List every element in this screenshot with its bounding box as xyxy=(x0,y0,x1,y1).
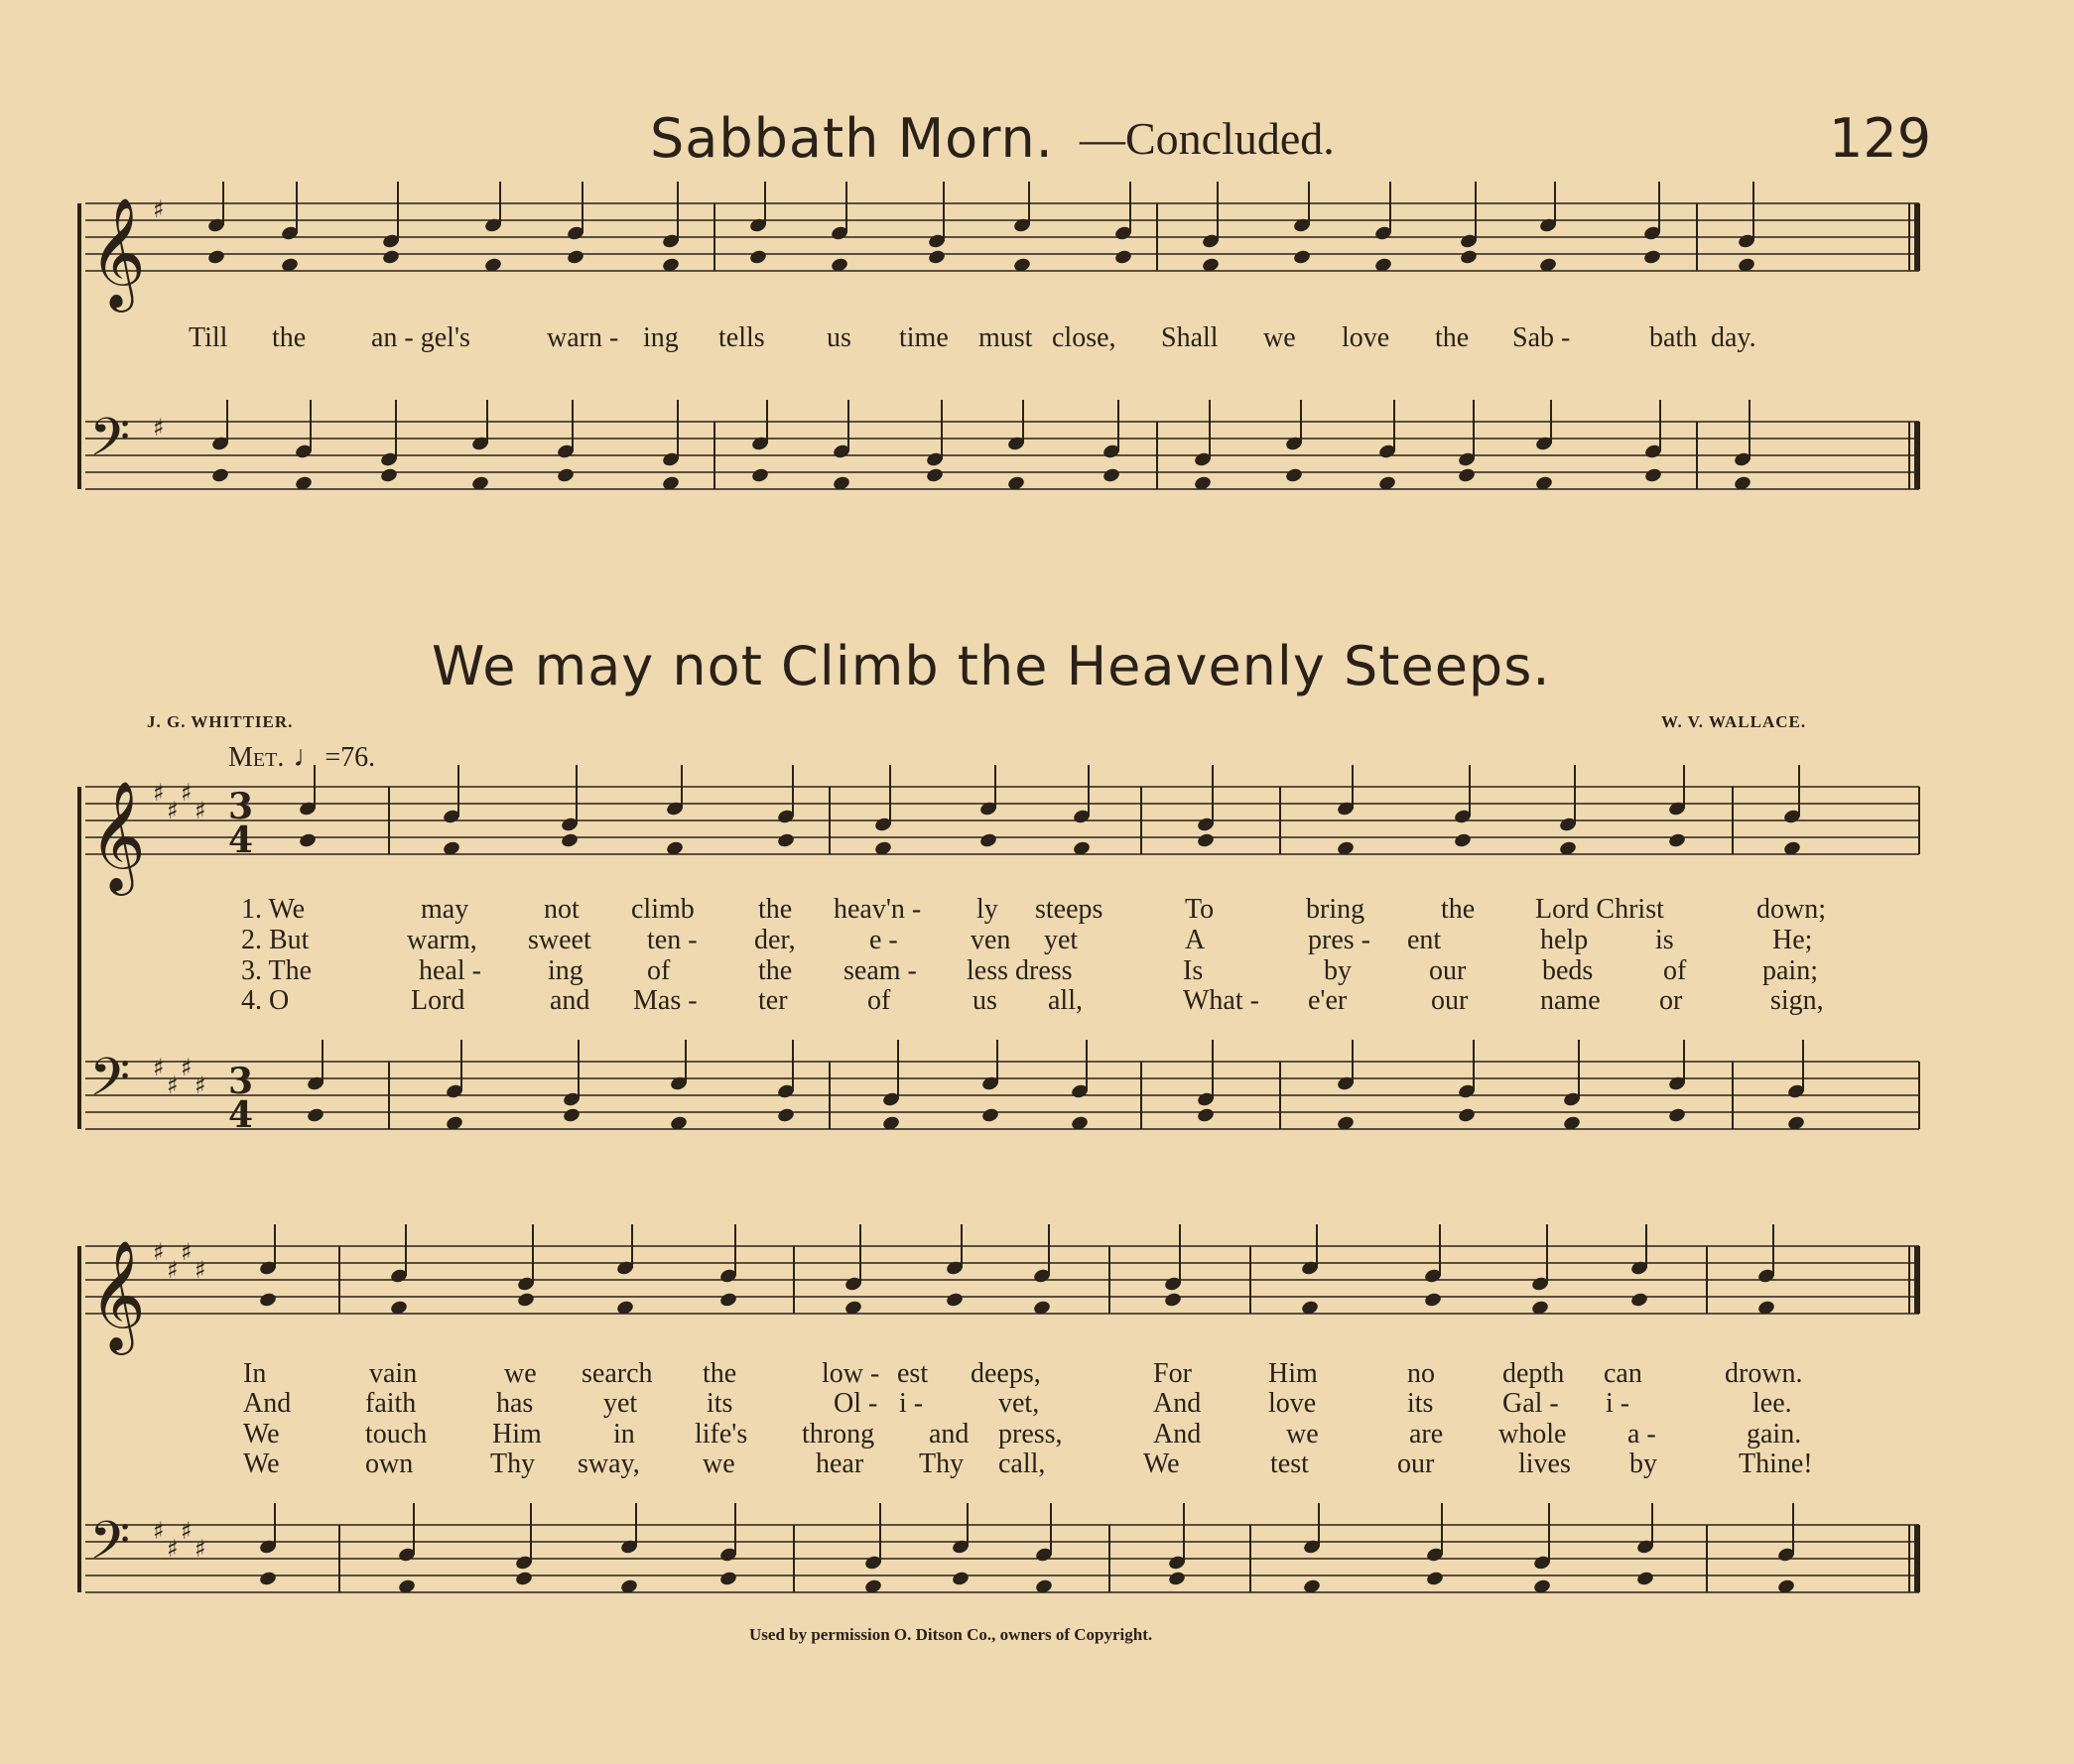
lyric-syllable: ven xyxy=(971,925,1011,955)
lyric-syllable: we xyxy=(504,1358,537,1389)
lyric-syllable: life's xyxy=(695,1419,748,1449)
author-credit: J. G. WHITTIER. xyxy=(147,712,294,731)
note-head xyxy=(1635,1571,1654,1587)
lyric-syllable: 4. O xyxy=(241,985,290,1016)
note-head xyxy=(1423,1292,1442,1309)
lyric-syllable: ent xyxy=(1407,925,1442,955)
note-head xyxy=(1459,249,1478,266)
lyric-syllable: We xyxy=(243,1449,280,1479)
note-head xyxy=(718,1571,737,1587)
lyric-syllable: i - xyxy=(1606,1388,1630,1419)
lyric-syllable: is xyxy=(1655,925,1674,955)
tempo-value: =76. xyxy=(324,742,376,773)
lyric-syllable: 1. We xyxy=(241,894,306,925)
lyric-syllable: not xyxy=(544,894,580,925)
lyric-syllable: we xyxy=(703,1449,735,1479)
time-signature-bottom: 4 xyxy=(228,1094,254,1136)
lyric-syllable: yet xyxy=(1044,925,1079,955)
lyric-syllable: climb xyxy=(631,894,695,925)
lyric-syllable: warm, xyxy=(407,925,477,955)
tempo-marking xyxy=(228,740,375,774)
note-head xyxy=(1113,249,1132,266)
lyric-syllable: Lord Christ xyxy=(1535,894,1664,925)
note-head xyxy=(748,249,767,266)
lyric-syllable: We xyxy=(243,1419,280,1449)
lyric-syllable: by xyxy=(1324,955,1352,986)
lyric-syllable: love xyxy=(1342,322,1390,353)
lyric-syllable: a - xyxy=(1627,1419,1656,1449)
lyric-syllable: 2. But xyxy=(241,925,310,955)
sharp-icon: ♯ xyxy=(153,1517,165,1545)
lyric-syllable: beds xyxy=(1542,955,1594,986)
lyric-syllable: lives xyxy=(1518,1449,1571,1479)
lyric-syllable: deeps, xyxy=(971,1358,1041,1389)
lyric-syllable: Mas - xyxy=(633,985,698,1016)
lyric-syllable: We xyxy=(1143,1449,1180,1479)
note-head xyxy=(381,249,400,266)
lyric-syllable: i - xyxy=(899,1388,924,1419)
lyric-syllable: est xyxy=(897,1358,929,1389)
lyric-syllable: pres - xyxy=(1308,925,1370,955)
lyric-syllable: the xyxy=(272,322,307,353)
lyric-syllable: call, xyxy=(998,1449,1046,1479)
note-head xyxy=(1167,1571,1186,1587)
lyric-syllable: the xyxy=(703,1358,737,1389)
lyric-syllable: 3. The xyxy=(241,955,313,986)
lyric-syllable: sweet xyxy=(528,925,591,955)
lyric-syllable: Thy xyxy=(490,1449,536,1479)
lyric-syllable: help xyxy=(1540,925,1589,955)
lyric-syllable: whole xyxy=(1498,1419,1567,1449)
lyric-syllable: lee. xyxy=(1752,1388,1792,1419)
note-head xyxy=(1284,467,1303,484)
sharp-icon: ♯ xyxy=(153,414,165,441)
note-head xyxy=(1457,1107,1476,1124)
lyric-syllable: search xyxy=(582,1358,653,1389)
sharp-icon: ♯ xyxy=(194,1535,206,1563)
sharp-icon: ♯ xyxy=(181,779,193,807)
lyric-syllable: close, xyxy=(1052,322,1116,353)
note-head xyxy=(206,249,225,266)
lyric-syllable: gain. xyxy=(1747,1419,1802,1449)
lyric-syllable: ing xyxy=(548,955,583,986)
lyric-syllable: test xyxy=(1270,1449,1309,1479)
lyric-syllable: no xyxy=(1407,1358,1435,1389)
lyric-syllable: us xyxy=(972,985,997,1016)
lyric-syllable: touch xyxy=(365,1419,428,1449)
lyric-syllable: And xyxy=(243,1388,292,1419)
lyric-syllable: ter xyxy=(758,985,788,1016)
lyric-syllable: He; xyxy=(1772,925,1813,955)
permission-note: Used by permission O. Ditson Co., owners of Copyright. xyxy=(749,1625,1153,1644)
lyric-syllable: in xyxy=(613,1419,635,1449)
lyric-syllable: or xyxy=(1659,985,1683,1016)
lyric-syllable: own xyxy=(365,1449,414,1479)
note-head xyxy=(562,1107,581,1124)
lyric-syllable: less dress xyxy=(967,955,1073,986)
note-head xyxy=(980,1107,999,1124)
note-head xyxy=(306,1107,324,1124)
lyric-syllable: its xyxy=(1407,1388,1434,1419)
note-head xyxy=(1453,832,1472,849)
page-number: 129 xyxy=(1829,107,1932,170)
lyric-syllable: yet xyxy=(603,1388,638,1419)
lyric-syllable: Ol - xyxy=(834,1388,878,1419)
lyric-syllable: can xyxy=(1604,1358,1642,1389)
lyric-syllable: Thy xyxy=(919,1449,965,1479)
lyric-syllable: are xyxy=(1409,1419,1444,1449)
sharp-icon: ♯ xyxy=(167,1535,179,1563)
lyric-syllable: our xyxy=(1397,1449,1435,1479)
sharp-icon: ♯ xyxy=(153,195,165,223)
lyric-syllable: we xyxy=(1286,1419,1319,1449)
lyric-syllable: the xyxy=(758,894,793,925)
sharp-icon: ♯ xyxy=(194,1256,206,1284)
lyric-syllable: And xyxy=(1153,1419,1202,1449)
composer-credit: W. V. WALLACE. xyxy=(1661,712,1807,731)
note-head xyxy=(750,467,769,484)
note-head xyxy=(718,1292,737,1309)
lyric-syllable: all, xyxy=(1048,985,1083,1016)
lyric-syllable: e'er xyxy=(1308,985,1348,1016)
note-head xyxy=(556,467,575,484)
lyric-syllable: of xyxy=(867,985,891,1016)
lyric-syllable: To xyxy=(1185,894,1215,925)
final-barline xyxy=(1914,422,1920,489)
note-head xyxy=(978,832,997,849)
lyric-syllable: tells xyxy=(718,322,765,353)
lyric-syllable: bring xyxy=(1306,894,1365,925)
lyric-syllable: drown. xyxy=(1725,1358,1803,1389)
lyric-syllable: an - gel's xyxy=(371,322,470,353)
lyric-syllable: its xyxy=(707,1388,733,1419)
lyric-syllable: e - xyxy=(869,925,898,955)
note-head xyxy=(776,832,795,849)
page-subtitle: —Concluded. xyxy=(1080,113,1335,164)
note-head xyxy=(927,249,946,266)
lyric-syllable: ly xyxy=(976,894,998,925)
sharp-icon: ♯ xyxy=(194,797,206,824)
note-head xyxy=(1457,467,1476,484)
lyric-syllable: Him xyxy=(1268,1358,1318,1389)
lyric-syllable: Lord xyxy=(411,985,465,1016)
lyric-syllable: warn - xyxy=(547,322,619,353)
lyric-syllable: by xyxy=(1629,1449,1657,1479)
lyric-syllable: the xyxy=(1435,322,1470,353)
lyric-syllable: Is xyxy=(1183,955,1204,986)
tempo-label: Met. xyxy=(228,742,285,773)
note-head xyxy=(1667,1107,1686,1124)
note-head xyxy=(379,467,398,484)
lyric-syllable: A xyxy=(1185,925,1206,955)
note-head xyxy=(566,249,584,266)
note-head xyxy=(560,832,579,849)
lyric-syllable: press, xyxy=(998,1419,1063,1449)
note-head xyxy=(951,1571,970,1587)
note-head xyxy=(945,1292,964,1309)
final-barline xyxy=(1914,1246,1920,1314)
lyric-syllable: name xyxy=(1540,985,1601,1016)
lyric-syllable: steeps xyxy=(1035,894,1103,925)
bass-clef-icon: 𝄢 xyxy=(89,1511,131,1584)
note-head xyxy=(516,1292,535,1309)
note-head xyxy=(1163,1292,1182,1309)
lyric-syllable: day. xyxy=(1711,322,1756,353)
sharp-icon: ♯ xyxy=(167,1256,179,1284)
lyric-syllable: Gal - xyxy=(1502,1388,1559,1419)
lyric-syllable: throng xyxy=(802,1419,875,1449)
bass-clef-icon: 𝄢 xyxy=(89,408,131,481)
lyric-syllable: we xyxy=(1263,322,1296,353)
lyric-syllable: love xyxy=(1268,1388,1317,1419)
lyric-syllable: the xyxy=(1441,894,1476,925)
lyric-syllable: the xyxy=(758,955,793,986)
lyric-syllable: and xyxy=(929,1419,970,1449)
lyric-syllable: hear xyxy=(816,1449,864,1479)
lyric-syllable: depth xyxy=(1502,1358,1565,1389)
sharp-icon: ♯ xyxy=(181,1238,193,1266)
note-head xyxy=(925,467,944,484)
lyric-syllable: ten - xyxy=(647,925,698,955)
lyric-syllable: and xyxy=(550,985,590,1016)
time-signature-top: 3 xyxy=(228,1061,254,1102)
lyric-syllable: What - xyxy=(1183,985,1259,1016)
sharp-icon: ♯ xyxy=(153,1238,165,1266)
song-title: We may not Climb the Heavenly Steeps. xyxy=(432,635,1551,697)
time-signature-bottom: 4 xyxy=(228,819,254,861)
lyric-syllable: may xyxy=(421,894,469,925)
note-head xyxy=(1642,249,1661,266)
lyric-syllable: Sab - xyxy=(1512,322,1571,353)
lyric-syllable: heal - xyxy=(419,955,481,986)
note-head xyxy=(776,1107,795,1124)
note-head xyxy=(298,832,317,849)
sharp-icon: ♯ xyxy=(194,1071,206,1099)
lyric-syllable: For xyxy=(1153,1358,1192,1389)
sharp-icon: ♯ xyxy=(181,1517,193,1545)
lyric-syllable: In xyxy=(243,1358,267,1389)
final-barline xyxy=(1914,203,1920,271)
note-head xyxy=(1102,467,1120,484)
note-head xyxy=(514,1571,533,1587)
sharp-icon: ♯ xyxy=(167,797,179,824)
note-head xyxy=(1667,832,1686,849)
lyric-syllable: sway, xyxy=(578,1449,640,1479)
lyric-syllable: And xyxy=(1153,1388,1202,1419)
note-head xyxy=(1425,1571,1444,1587)
lyric-syllable: Till xyxy=(189,322,228,353)
note-head xyxy=(258,1292,277,1309)
lyric-syllable: has xyxy=(496,1388,534,1419)
lyric-syllable: heav'n - xyxy=(834,894,922,925)
lyric-syllable: der, xyxy=(754,925,796,955)
note-head xyxy=(1196,832,1215,849)
final-barline xyxy=(1914,1525,1920,1592)
lyric-syllable: us xyxy=(827,322,851,353)
lyric-syllable: pain; xyxy=(1762,955,1818,986)
treble-clef-icon: 𝄞 xyxy=(89,1239,146,1350)
sharp-icon: ♯ xyxy=(167,1071,179,1099)
lyric-syllable: ing xyxy=(643,322,679,353)
lyric-syllable: low - xyxy=(822,1358,880,1389)
lyric-syllable: vain xyxy=(369,1358,418,1389)
lyric-syllable: of xyxy=(647,955,671,986)
treble-clef-icon: 𝄞 xyxy=(89,196,146,308)
lyric-syllable: vet, xyxy=(998,1388,1040,1419)
lyric-syllable: our xyxy=(1431,985,1469,1016)
note-head xyxy=(210,467,229,484)
note-head xyxy=(1292,249,1311,266)
sharp-icon: ♯ xyxy=(153,1054,165,1081)
note-head xyxy=(1629,1292,1648,1309)
lyric-syllable: of xyxy=(1663,955,1687,986)
lyric-syllable: seam - xyxy=(843,955,917,986)
lyric-syllable: bath xyxy=(1649,322,1698,353)
quarter-note-icon: ♩ xyxy=(293,740,324,773)
lyric-syllable: sign, xyxy=(1770,985,1824,1016)
lyric-syllable: faith xyxy=(365,1388,417,1419)
sharp-icon: ♯ xyxy=(181,1054,193,1081)
lyric-syllable: time xyxy=(899,322,949,353)
lyric-syllable: down; xyxy=(1756,894,1826,925)
lyric-syllable: must xyxy=(978,322,1033,353)
lyric-syllable: Him xyxy=(492,1419,542,1449)
page-title: Sabbath Morn. xyxy=(650,107,1054,170)
treble-clef-icon: 𝄞 xyxy=(89,780,146,891)
note-head xyxy=(258,1571,277,1587)
bass-clef-icon: 𝄢 xyxy=(89,1048,131,1121)
lyric-syllable: our xyxy=(1429,955,1467,986)
note-head xyxy=(1196,1107,1215,1124)
lyric-syllable: Shall xyxy=(1161,322,1219,353)
time-signature-top: 3 xyxy=(228,786,254,827)
lyric-syllable: Thine! xyxy=(1739,1449,1813,1479)
sharp-icon: ♯ xyxy=(153,779,165,807)
note-head xyxy=(1643,467,1662,484)
